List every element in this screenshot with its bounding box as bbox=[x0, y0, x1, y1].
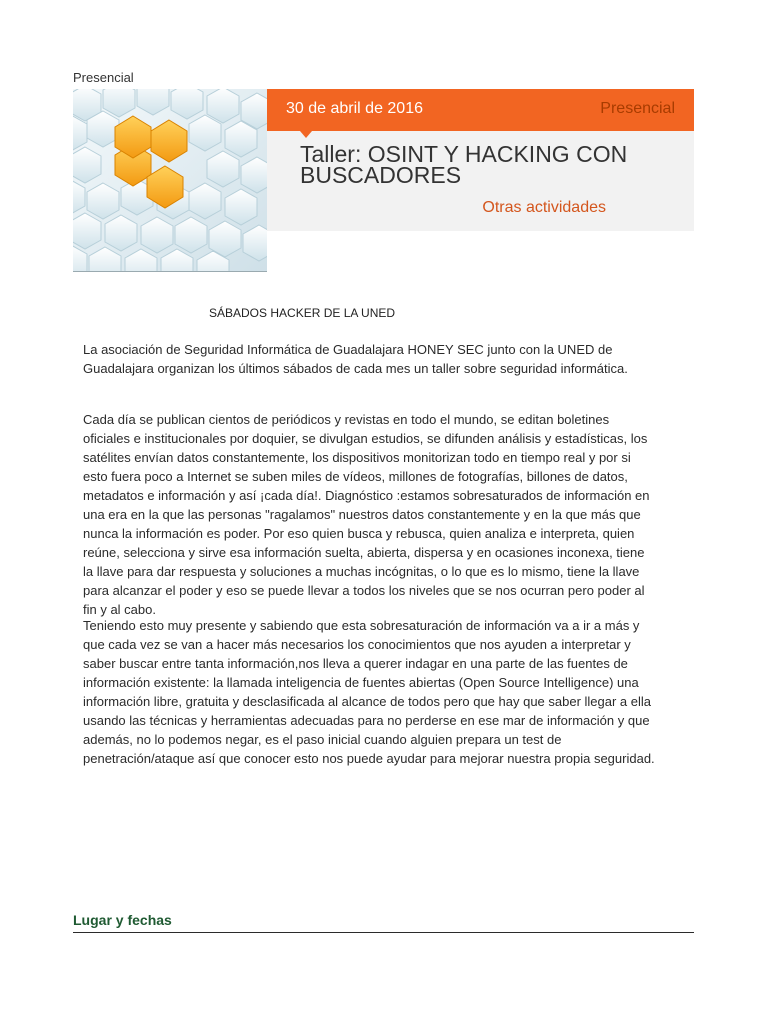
section-heading: SÁBADOS HACKER DE LA UNED bbox=[209, 306, 396, 320]
body-paragraph: Cada día se publican cientos de periódicos y revistas en todo el mundo, se editan boletines oficiales e institucionales por doquier, se divulgan estudios, se difunden análisis y estadísticas, los satélites envían datos constantemente, los dispositivos monitorizan todo en tiempo real y por si esto fuera poco a Internet se suben miles de vídeos, millones de fotografías, billones de datos, metadatos e información y así ¡cada día!. Diagnóstico :estamos sobresaturados de información en una era en la que las personas "ragalamos" nuestros datos constantemente y en la que más que nunca la información es poder. Por eso quien busca y rebusca, quien analiza e interpreta, quien reúne, selecciona y sirve esa información suelta, abierta, dispersa y en ocasiones inconexa, tiene la llave para dar respuesta y soluciones a muchas incógnitas, o lo que es lo mismo, tiene la llave para alcanzar el poder y eso se puede llevar a todos los niveles que se nos ocurran pero poder al fin y al cabo. bbox=[83, 412, 650, 617]
event-mode: Presencial bbox=[600, 100, 675, 117]
event-header bbox=[267, 89, 694, 231]
date-pointer bbox=[300, 131, 312, 138]
location-dates-heading: Lugar y fechas bbox=[73, 912, 172, 928]
event-date: 30 de abril de 2016 bbox=[286, 100, 423, 117]
hexagon-cluster-image bbox=[73, 89, 267, 272]
date-bar bbox=[267, 89, 694, 131]
body-paragraph: La asociación de Seguridad Informática de Guadalajara HONEY SEC junto con la UNED de Guadalajara organizan los últimos sábados de cada mes un taller sobre seguridad informática. bbox=[83, 342, 628, 376]
event-title bbox=[300, 141, 680, 188]
event-title-rest: OSINT Y HACKING CON BUSCADORES bbox=[300, 141, 628, 188]
footer-divider bbox=[73, 932, 694, 933]
top-label: Presencial bbox=[73, 70, 134, 85]
category-link[interactable]: Otras actividades bbox=[482, 199, 606, 216]
body-paragraph: Teniendo esto muy presente y sabiendo que esta sobresaturación de información va a ir a más y que cada vez se van a hacer más necesarios los conocimientos que nos ayuden a interpretar y saber buscar entre tanta información,nos lleva a querer indagar en una parte de las fuentes de información existente: la llamada inteligencia de fuentes abiertas (Open Source Intelligence) una información libre, gratuita y desclasificada al alcance de todos pero que hay que saber llegar a ella usando las técnicas y herramientas adecuadas para no perderse en ese mar de información y que además, no lo podemos negar, es el paso inicial cuando alguien prepara un test de penetración/ataque así que conocer esto nos puede ayudar para mejorar nuestra propia seguridad. bbox=[83, 618, 655, 766]
event-title-lead: Taller: bbox=[300, 141, 362, 167]
